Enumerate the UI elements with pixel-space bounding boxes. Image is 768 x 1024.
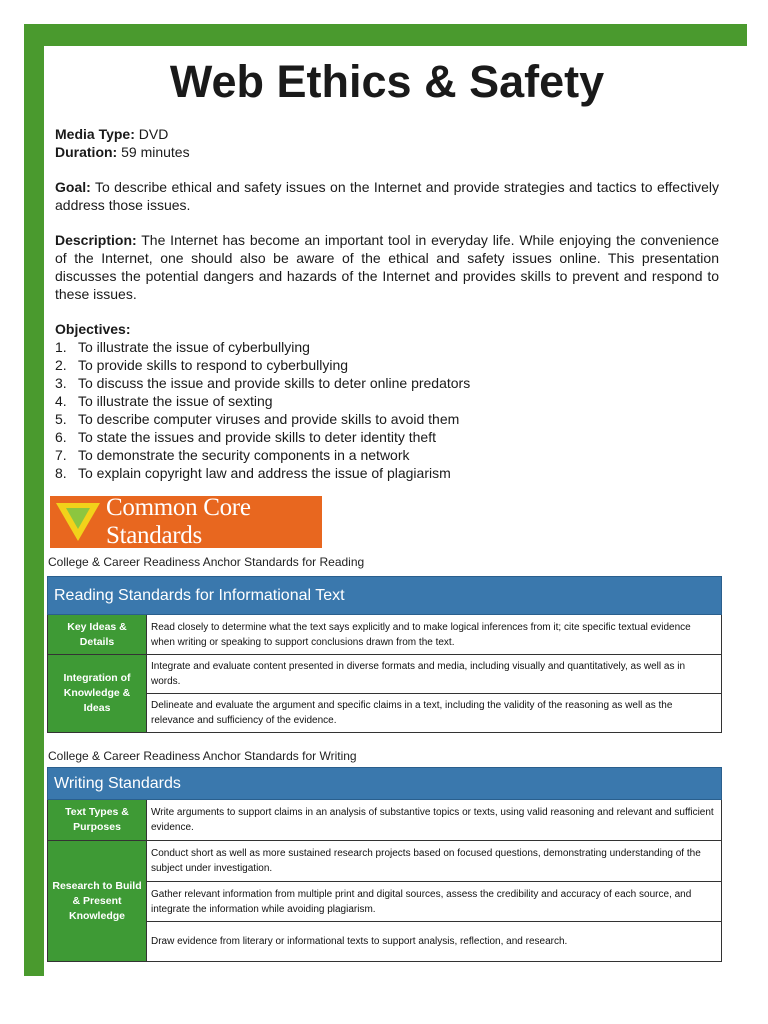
- objectives-label: Objectives:: [55, 321, 131, 337]
- common-core-banner: [50, 496, 322, 548]
- duration-value: 59 minutes: [121, 144, 190, 160]
- list-item: 7. To demonstrate the security components in a network: [55, 447, 410, 463]
- description-text: The Internet has become an important tool in everyday life. While enjoying the convenience of the Internet, one should also be aware of the ethical and safety issues online. This presentation discusses the potential dangers and hazards of the Internet and provides skills to prevent and respond to these issues.: [55, 232, 719, 302]
- table-row: [48, 841, 722, 882]
- writing-standards-table: [47, 767, 722, 962]
- category-cell: Research to Build & Present Knowledge: [48, 841, 147, 962]
- objectives-section: [55, 320, 719, 482]
- banner-text: Common Core Standards: [106, 494, 251, 549]
- list-item: 1. To illustrate the issue of cyberbullying: [55, 339, 310, 355]
- goal-text: To describe ethical and safety issues on the Internet and provide strategies and tactics to effectively address those issues.: [55, 179, 719, 213]
- duration-label: Duration:: [55, 144, 118, 160]
- list-item: 4. To illustrate the issue of sexting: [55, 393, 273, 409]
- standard-cell: Delineate and evaluate the argument and specific claims in a text, including the validity of the reasoning as well as the relevance and sufficiency of the evidence.: [147, 694, 722, 733]
- reading-standards-table: [47, 576, 722, 733]
- list-item: 6. To state the issues and provide skills to deter identity theft: [55, 429, 436, 445]
- table-row: [48, 615, 722, 655]
- list-item: 2. To provide skills to respond to cyberbullying: [55, 357, 349, 373]
- list-item: 3. To discuss the issue and provide skills to deter online predators: [55, 375, 471, 391]
- table-row: [48, 882, 722, 922]
- standard-cell: Conduct short as well as more sustained research projects based on focused questions, demonstrating understanding of the subject under investigation.: [147, 841, 722, 882]
- list-item: 8. To explain copyright law and address the issue of plagiarism: [55, 465, 451, 481]
- standard-cell: Read closely to determine what the text says explicitly and to make logical inferences from it; cite specific textual evidence when writing or speaking to support conclusions drawn from the text.: [147, 615, 722, 655]
- media-type-value: DVD: [138, 126, 169, 142]
- top-accent-bar: [24, 24, 747, 46]
- triangle-logo-icon: [56, 503, 100, 541]
- table-row: [48, 800, 722, 841]
- document-body: [55, 46, 719, 482]
- list-item: 5. To describe computer viruses and provide skills to avoid them: [55, 411, 460, 427]
- standard-cell: Write arguments to support claims in an analysis of substantive topics or texts, using valid reasoning and relevant and sufficient evidence.: [147, 800, 722, 841]
- description-label: Description:: [55, 232, 137, 248]
- description-section: [55, 231, 719, 303]
- standard-cell: Draw evidence from literary or informational texts to support analysis, reflection, and research.: [147, 922, 722, 962]
- reading-caption: College & Career Readiness Anchor Standards for Reading: [48, 555, 365, 569]
- table-row: [48, 922, 722, 962]
- table-row: [48, 655, 722, 694]
- objectives-list: [55, 338, 719, 482]
- page-title: Web Ethics & Safety: [169, 56, 605, 107]
- side-accent-bar: [24, 24, 44, 976]
- writing-caption: College & Career Readiness Anchor Standards for Writing: [48, 749, 357, 763]
- media-info: [55, 125, 719, 161]
- goal-section: [55, 178, 719, 214]
- category-cell: Integration of Knowledge & Ideas: [48, 655, 147, 733]
- category-cell: Key Ideas & Details: [48, 615, 147, 655]
- writing-table-header: Writing Standards: [48, 768, 722, 800]
- goal-label: Goal:: [55, 179, 91, 195]
- media-type-label: Media Type:: [55, 126, 135, 142]
- category-cell: Text Types & Purposes: [48, 800, 147, 841]
- standard-cell: Gather relevant information from multiple print and digital sources, assess the credibility and accuracy of each source, and integrate the information while avoiding plagiarism.: [147, 882, 722, 922]
- standard-cell: Integrate and evaluate content presented in diverse formats and media, including visually and quantitatively, as well as in words.: [147, 655, 722, 694]
- table-row: [48, 694, 722, 733]
- reading-table-header: Reading Standards for Informational Text: [48, 577, 722, 615]
